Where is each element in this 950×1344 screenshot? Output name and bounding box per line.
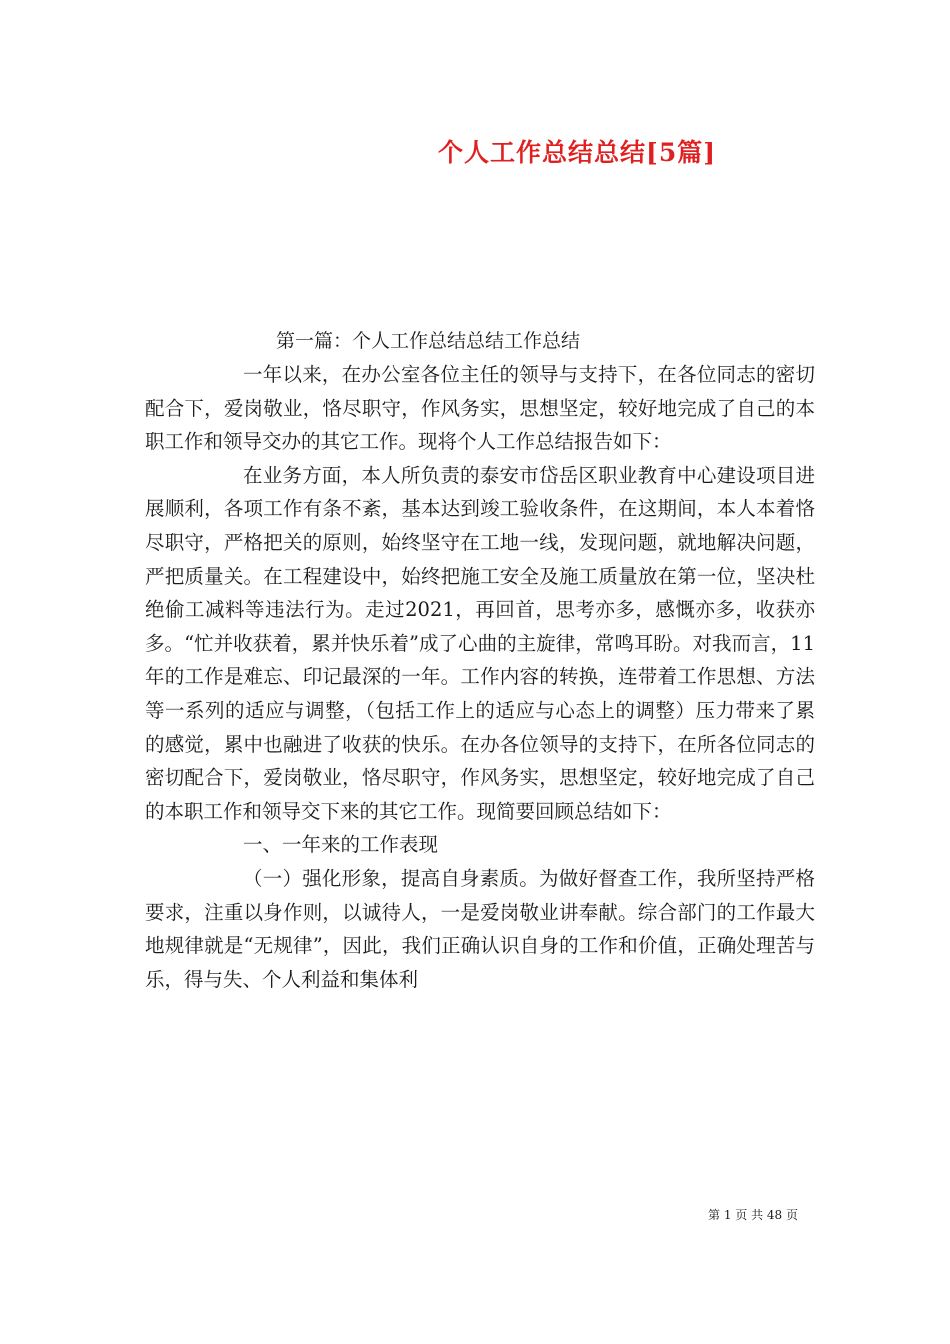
section-heading: 第一篇：个人工作总结总结工作总结 [276,330,581,352]
document-title: 个人工作总结总结[5篇] [438,138,717,167]
paragraph-image: （一）强化形象，提高自身素质。为做好督查工作，我所坚持严格要求，注重以身作则，以诚待人，一是爱岗敬业讲奉献。综合部门的工作最大地规律就是“无规律”，因此，我们正确认识自身的工作和价值，正确处理苦与乐，得与失、个人利益和集体利 [145,866,815,991]
subsection-heading: 一、一年来的工作表现 [243,833,439,857]
paragraph-business: 在业务方面，本人所负责的泰安市岱岳区职业教育中心建设项目进展顺利，各项工作有条不紊，基本达到竣工验收条件，在这期间，本人本着恪尽职守，严格把关的原则，始终坚守在工地一线，发现问题，就地解决问题，严把质量关。在工程建设中，始终把施工安全及施工质量放在第一位，坚决杜绝偷工减料等违法行为。走过2021，再回首，思考亦多，感慨亦多，收获亦多。“忙并收获着，累并快乐着”成了心曲的主旋律，常鸣耳盼。对我而言，11年的工作是难忘、印记最深的一年。工作内容的转换，连带着工作思想、方法等一系列的适应与调整，（包括工作上的适应与心态上的调整）压力带来了累的感觉，累中也融进了收获的快乐。在办各位领导的支持下，在所各位同志的密切配合下，爱岗敬业，恪尽职守，作风务实，思想坚定，较好地完成了自己的本职工作和领导交下来的其它工作。现简要回顾总结如下： [145,463,815,823]
page-number-footer: 第 1 页 共 48 页 [708,1208,798,1222]
document-body [145,358,815,996]
paragraph-intro: 一年以来，在办公室各位主任的领导与支持下，在各位同志的密切配合下，爱岗敬业，恪尽职守，作风务实，思想坚定，较好地完成了自己的本职工作和领导交办的其它工作。现将个人工作总结报告如下： [145,363,815,454]
